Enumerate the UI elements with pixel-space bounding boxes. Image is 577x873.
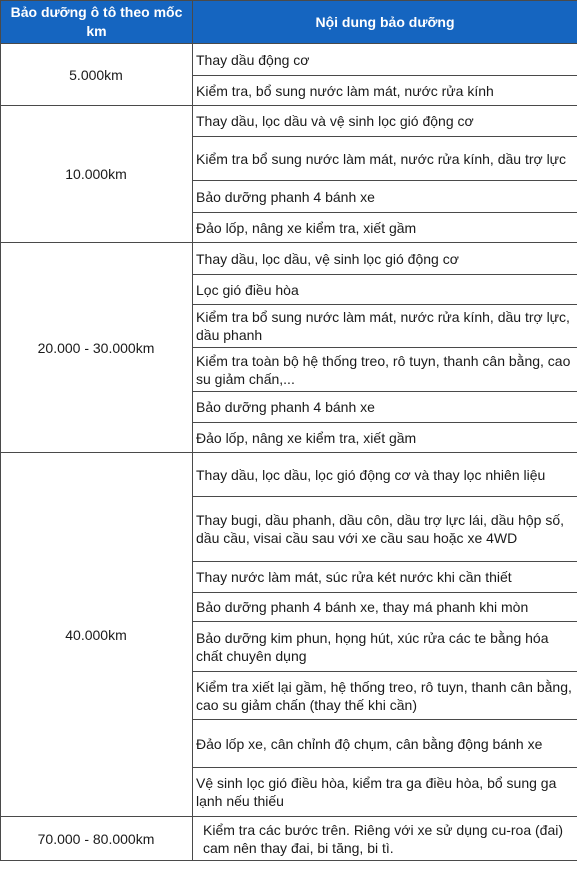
table-row — [1, 243, 577, 275]
mileage-cell: 70.000 - 80.000km — [1, 817, 193, 861]
task-cell: Vệ sinh lọc gió điều hòa, kiểm tra ga điều hòa, bổ sung ga lạnh nếu thiếu — [193, 768, 577, 817]
task-cell: Bảo dưỡng phanh 4 bánh xe — [193, 181, 577, 213]
task-cell: Thay dầu, lọc dầu, lọc gió động cơ và thay lọc nhiên liệu — [193, 453, 577, 497]
task-cell: Bảo dưỡng phanh 4 bánh xe — [193, 392, 577, 423]
mileage-cell: 10.000km — [1, 106, 193, 243]
header-mileage: Bảo dưỡng ô tô theo mốc km — [1, 1, 193, 44]
task-cell: Kiểm tra, bổ sung nước làm mát, nước rửa kính — [193, 76, 577, 106]
task-cell: Kiểm tra bổ sung nước làm mát, nước rửa kính, dầu trợ lực — [193, 137, 577, 181]
task-cell: Kiểm tra xiết lại gầm, hệ thống treo, rô tuyn, thanh cân bằng, cao su giảm chấn (thay thế khi cần) — [193, 672, 577, 720]
mileage-cell: 40.000km — [1, 453, 193, 817]
task-cell: Đảo lốp, nâng xe kiểm tra, xiết gầm — [193, 213, 577, 243]
task-cell: Đảo lốp, nâng xe kiểm tra, xiết gầm — [193, 423, 577, 453]
task-cell: Đảo lốp xe, cân chỉnh độ chụm, cân bằng động bánh xe — [193, 720, 577, 768]
task-cell: Lọc gió điều hòa — [193, 275, 577, 305]
table-row — [1, 453, 577, 497]
task-cell: Thay bugi, dầu phanh, dầu côn, dầu trợ lực lái, dầu hộp số, dầu cầu, visai cầu sau với xe cầu sau hoặc xe 4WD — [193, 497, 577, 562]
table-header-row — [1, 1, 577, 44]
table-row — [1, 817, 577, 861]
table-row — [1, 44, 577, 76]
table-row — [1, 106, 577, 137]
task-cell: Thay dầu, lọc dầu, vệ sinh lọc gió động cơ — [193, 243, 577, 275]
mileage-cell: 5.000km — [1, 44, 193, 106]
task-cell: Bảo dưỡng phanh 4 bánh xe, thay má phanh khi mòn — [193, 593, 577, 622]
task-cell: Kiểm tra toàn bộ hệ thống treo, rô tuyn, thanh cân bằng, cao su giảm chấn,... — [193, 348, 577, 392]
header-content: Nội dung bảo dưỡng — [193, 1, 577, 44]
task-cell: Kiểm tra bổ sung nước làm mát, nước rửa kính, dầu trợ lực, dầu phanh — [193, 305, 577, 348]
task-cell: Thay dầu, lọc dầu và vệ sinh lọc gió động cơ — [193, 106, 577, 137]
task-cell: Kiểm tra các bước trên. Riêng với xe sử dụng cu-roa (đai) cam nên thay đai, bi tăng, bi tì. — [193, 817, 577, 861]
mileage-cell: 20.000 - 30.000km — [1, 243, 193, 453]
task-cell: Thay dầu động cơ — [193, 44, 577, 76]
task-cell: Bảo dưỡng kim phun, họng hút, xúc rửa các te bằng hóa chất chuyên dụng — [193, 622, 577, 672]
task-cell: Thay nước làm mát, súc rửa két nước khi cần thiết — [193, 562, 577, 593]
